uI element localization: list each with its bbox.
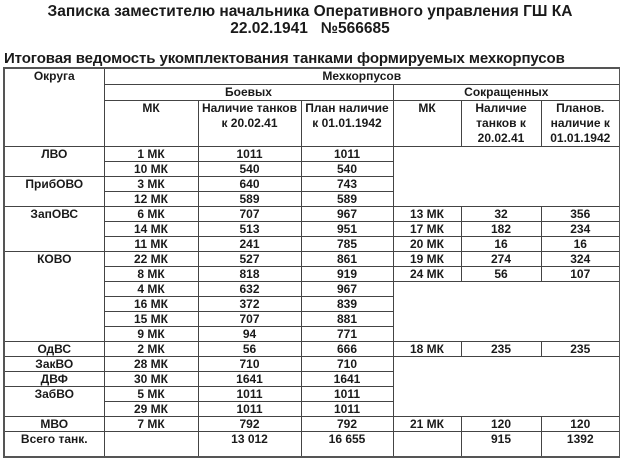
nalichie-reduced-cell: 182 bbox=[461, 222, 541, 237]
okrug-cell: ОдВС bbox=[4, 342, 104, 357]
total-nalichie: 13 012 bbox=[198, 432, 301, 458]
plan-cell: 771 bbox=[301, 327, 393, 342]
nalichie-cell: 1011 bbox=[198, 387, 301, 402]
mk-cell: 14 МК bbox=[104, 222, 198, 237]
mk-cell: 12 МК bbox=[104, 192, 198, 207]
plan-reduced-cell: 120 bbox=[541, 417, 620, 432]
tank-staffing-table bbox=[3, 67, 620, 458]
nalichie-cell: 589 bbox=[198, 192, 301, 207]
plan-cell: 839 bbox=[301, 297, 393, 312]
mk-reduced-cell: 13 МК bbox=[393, 207, 461, 222]
table-row bbox=[4, 417, 620, 432]
okrug-cell: ПрибОВО bbox=[4, 177, 104, 207]
document-title: Записка заместителю начальника Оперативного управления ГШ КА bbox=[47, 3, 573, 20]
nalichie-cell: 372 bbox=[198, 297, 301, 312]
table-row bbox=[4, 147, 620, 162]
nalichie-reduced-cell: 16 bbox=[461, 237, 541, 252]
okrug-cell: ДВФ bbox=[4, 372, 104, 387]
nalichie-cell: 792 bbox=[198, 417, 301, 432]
plan-cell: 1641 bbox=[301, 372, 393, 387]
okrug-cell: МВО bbox=[4, 417, 104, 432]
nalichie-cell: 818 bbox=[198, 267, 301, 282]
nalichie-reduced-cell: 274 bbox=[461, 252, 541, 267]
okrug-cell: ЗакВО bbox=[4, 357, 104, 372]
mk-cell: 22 МК bbox=[104, 252, 198, 267]
nalichie-cell: 540 bbox=[198, 162, 301, 177]
mk-cell: 10 МК bbox=[104, 162, 198, 177]
mk-cell: 28 МК bbox=[104, 357, 198, 372]
nalichie-cell: 527 bbox=[198, 252, 301, 267]
nalichie-cell: 94 bbox=[198, 327, 301, 342]
header-okruga: Округа bbox=[4, 68, 104, 147]
nalichie-cell: 640 bbox=[198, 177, 301, 192]
mk-cell: 4 МК bbox=[104, 282, 198, 297]
nalichie-cell: 1011 bbox=[198, 147, 301, 162]
total-plan-reduced: 1392 bbox=[541, 432, 620, 458]
mk-cell: 29 МК bbox=[104, 402, 198, 417]
mk-cell: 3 МК bbox=[104, 177, 198, 192]
plan-cell: 861 bbox=[301, 252, 393, 267]
plan-cell: 540 bbox=[301, 162, 393, 177]
table-row bbox=[4, 357, 620, 372]
nalichie-cell: 707 bbox=[198, 207, 301, 222]
nalichie-cell: 710 bbox=[198, 357, 301, 372]
table-row bbox=[4, 342, 620, 357]
plan-cell: 1011 bbox=[301, 147, 393, 162]
plan-cell: 919 bbox=[301, 267, 393, 282]
mk-cell: 8 МК bbox=[104, 267, 198, 282]
mk-cell: 15 МК bbox=[104, 312, 198, 327]
plan-reduced-cell: 324 bbox=[541, 252, 620, 267]
nalichie-reduced-cell: 120 bbox=[461, 417, 541, 432]
okrug-cell: ЗабВО bbox=[4, 387, 104, 417]
plan-reduced-cell: 234 bbox=[541, 222, 620, 237]
total-mk-reduced-empty bbox=[393, 432, 461, 458]
mk-cell: 6 МК bbox=[104, 207, 198, 222]
plan-cell: 967 bbox=[301, 282, 393, 297]
empty-reduced-cell bbox=[393, 282, 620, 342]
nalichie-cell: 632 bbox=[198, 282, 301, 297]
plan-cell: 792 bbox=[301, 417, 393, 432]
okrug-cell: КОВО bbox=[4, 252, 104, 342]
plan-cell: 710 bbox=[301, 357, 393, 372]
nalichie-reduced-cell: 56 bbox=[461, 267, 541, 282]
plan-cell: 951 bbox=[301, 222, 393, 237]
mk-reduced-cell: 18 МК bbox=[393, 342, 461, 357]
mk-reduced-cell: 19 МК bbox=[393, 252, 461, 267]
mk-cell: 2 МК bbox=[104, 342, 198, 357]
header-mekhkorpusov: Мехкорпусов bbox=[104, 68, 620, 85]
plan-cell: 1011 bbox=[301, 387, 393, 402]
nalichie-cell: 707 bbox=[198, 312, 301, 327]
header-nalichie-reduced: Наличие танков к 20.02.41 bbox=[461, 101, 541, 147]
mk-cell: 30 МК bbox=[104, 372, 198, 387]
header-boevykh: Боевых bbox=[104, 85, 393, 101]
mk-reduced-cell: 20 МК bbox=[393, 237, 461, 252]
table-title: Итоговая ведомость укомплектования танками формируемых мехкорпусов bbox=[4, 50, 565, 67]
total-label: Всего танк. bbox=[4, 432, 104, 458]
mk-cell: 16 МК bbox=[104, 297, 198, 312]
plan-cell: 743 bbox=[301, 177, 393, 192]
plan-reduced-cell: 16 bbox=[541, 237, 620, 252]
mk-cell: 9 МК bbox=[104, 327, 198, 342]
mk-cell: 5 МК bbox=[104, 387, 198, 402]
mk-cell: 7 МК bbox=[104, 417, 198, 432]
plan-reduced-cell: 356 bbox=[541, 207, 620, 222]
mk-reduced-cell: 17 МК bbox=[393, 222, 461, 237]
header-mk: МК bbox=[104, 101, 198, 147]
empty-reduced-cell bbox=[393, 147, 620, 207]
header-plan-reduced: Планов. наличие к 01.01.1942 bbox=[541, 101, 620, 147]
header-nalichie: Наличие танков к 20.02.41 bbox=[198, 101, 301, 147]
nalichie-cell: 513 bbox=[198, 222, 301, 237]
plan-reduced-cell: 235 bbox=[541, 342, 620, 357]
plan-cell: 967 bbox=[301, 207, 393, 222]
header-plan: План наличие к 01.01.1942 bbox=[301, 101, 393, 147]
header-mk-reduced: МК bbox=[393, 101, 461, 147]
plan-cell: 785 bbox=[301, 237, 393, 252]
mk-cell: 11 МК bbox=[104, 237, 198, 252]
empty-reduced-cell bbox=[393, 357, 620, 417]
okrug-cell: ЗапОВС bbox=[4, 207, 104, 252]
okrug-cell: ЛВО bbox=[4, 147, 104, 177]
total-nalichie-reduced: 915 bbox=[461, 432, 541, 458]
plan-cell: 1011 bbox=[301, 402, 393, 417]
plan-cell: 881 bbox=[301, 312, 393, 327]
total-plan: 16 655 bbox=[301, 432, 393, 458]
nalichie-cell: 1641 bbox=[198, 372, 301, 387]
plan-cell: 589 bbox=[301, 192, 393, 207]
header-sokrashchennykh: Сокращенных bbox=[393, 85, 620, 101]
mk-reduced-cell: 24 МК bbox=[393, 267, 461, 282]
plan-cell: 666 bbox=[301, 342, 393, 357]
table-row bbox=[4, 252, 620, 267]
nalichie-reduced-cell: 32 bbox=[461, 207, 541, 222]
document-date-number: 22.02.1941 №566685 bbox=[230, 20, 390, 37]
table-row bbox=[4, 207, 620, 222]
nalichie-cell: 241 bbox=[198, 237, 301, 252]
plan-reduced-cell: 107 bbox=[541, 267, 620, 282]
total-row bbox=[4, 432, 620, 458]
nalichie-cell: 56 bbox=[198, 342, 301, 357]
nalichie-cell: 1011 bbox=[198, 402, 301, 417]
total-mk-empty bbox=[104, 432, 198, 458]
nalichie-reduced-cell: 235 bbox=[461, 342, 541, 357]
mk-reduced-cell: 21 МК bbox=[393, 417, 461, 432]
mk-cell: 1 МК bbox=[104, 147, 198, 162]
